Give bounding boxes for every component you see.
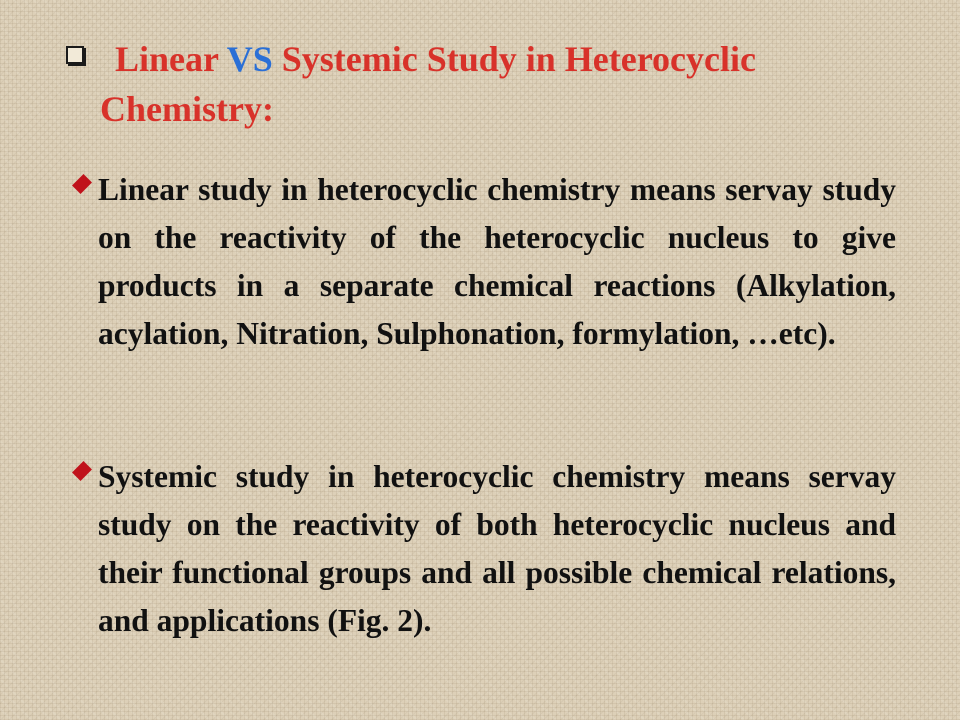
title-part1: Linear bbox=[115, 39, 227, 79]
bullet-text: Linear study in heterocyclic chemistry means servay study on the reactivity of the heterocyclic nucleus to give products in a separate chemical reactions (Alkylation, acylation, Nitration, Sulphonation, formylation, …etc). bbox=[98, 172, 896, 351]
bullet-systemic-study bbox=[70, 453, 896, 645]
bullet-linear-study bbox=[70, 166, 896, 358]
title-vs: VS bbox=[226, 39, 273, 79]
title-part2: Systemic Study in Heterocyclic bbox=[272, 39, 756, 79]
bullet-text: Systemic study in heterocyclic chemistry means servay study on the reactivity of both heterocyclic nucleus and their functional groups and all possible chemical relations, and applications (Fig. 2). bbox=[98, 459, 896, 638]
diamond-bullet-icon bbox=[72, 461, 92, 481]
diamond-bullet-icon bbox=[72, 174, 92, 194]
title-line2: Chemistry: bbox=[100, 89, 274, 129]
checkbox-bullet-icon bbox=[66, 46, 84, 64]
title-text bbox=[100, 34, 915, 134]
